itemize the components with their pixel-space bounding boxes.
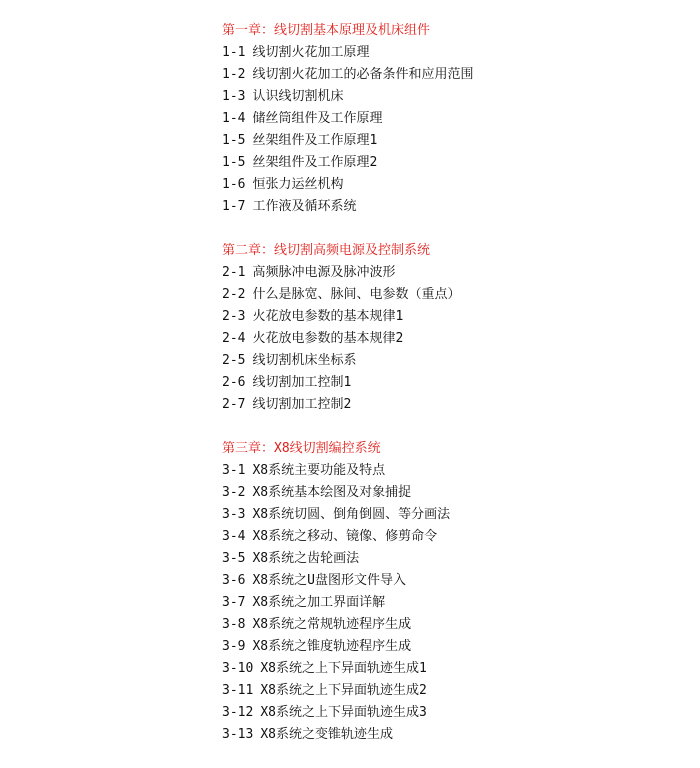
lesson-item bbox=[222, 394, 682, 416]
lesson-title: 线切割机床坐标系 bbox=[252, 353, 357, 368]
lesson-number: 2-7 bbox=[222, 397, 246, 412]
lesson-title: 丝架组件及工作原理1 bbox=[252, 133, 378, 148]
chapter-2 bbox=[222, 240, 682, 416]
lesson-number: 3-2 bbox=[222, 485, 246, 500]
lesson-number: 1-3 bbox=[222, 89, 246, 104]
lesson-number: 3-3 bbox=[222, 507, 246, 522]
lesson-item bbox=[222, 372, 682, 394]
lesson-title: 线切割火花加工原理 bbox=[252, 45, 370, 60]
chapter-3 bbox=[222, 438, 682, 746]
lesson-number: 2-3 bbox=[222, 309, 246, 324]
lesson-title: 线切割火花加工的必备条件和应用范围 bbox=[252, 67, 474, 82]
lesson-item bbox=[222, 636, 682, 658]
lesson-number: 3-8 bbox=[222, 617, 246, 632]
lesson-number: 1-2 bbox=[222, 67, 246, 82]
lesson-title: X8系统之变锥轨迹生成 bbox=[260, 727, 393, 742]
lesson-number: 1-4 bbox=[222, 111, 246, 126]
lesson-number: 2-6 bbox=[222, 375, 246, 390]
lesson-title: X8系统主要功能及特点 bbox=[252, 463, 386, 478]
chapter-title: 第一章：线切割基本原理及机床组件 bbox=[222, 23, 431, 38]
lesson-item bbox=[222, 680, 682, 702]
lesson-number: 3-1 bbox=[222, 463, 246, 478]
lesson-title: X8系统之常规轨迹程序生成 bbox=[252, 617, 412, 632]
lesson-item bbox=[222, 658, 682, 680]
lesson-item bbox=[222, 526, 682, 548]
lesson-title: 认识线切割机床 bbox=[252, 89, 344, 104]
lesson-item bbox=[222, 504, 682, 526]
lesson-item bbox=[222, 306, 682, 328]
lesson-item bbox=[222, 548, 682, 570]
lesson-title: X8系统之上下异面轨迹生成1 bbox=[260, 661, 427, 676]
lesson-title: 储丝筒组件及工作原理 bbox=[252, 111, 383, 126]
lesson-item bbox=[222, 196, 682, 218]
lesson-title: X8系统切圆、倒角倒圆、等分画法 bbox=[252, 507, 451, 522]
lesson-title: X8系统基本绘图及对象捕捉 bbox=[252, 485, 412, 500]
lesson-number: 1-6 bbox=[222, 177, 246, 192]
chapter-1 bbox=[222, 20, 682, 218]
lesson-title: 线切割加工控制2 bbox=[252, 397, 352, 412]
lesson-number: 1-7 bbox=[222, 199, 246, 214]
lesson-title: X8系统之加工界面详解 bbox=[252, 595, 386, 610]
lesson-number: 1-1 bbox=[222, 45, 246, 60]
table-of-contents bbox=[222, 20, 682, 768]
lesson-number: 3-13 bbox=[222, 727, 254, 742]
lesson-number: 2-2 bbox=[222, 287, 246, 302]
lesson-item bbox=[222, 350, 682, 372]
lesson-number: 3-10 bbox=[222, 661, 254, 676]
lesson-item bbox=[222, 152, 682, 174]
lesson-title: X8系统之上下异面轨迹生成3 bbox=[260, 705, 427, 720]
lesson-item bbox=[222, 570, 682, 592]
lesson-title: 工作液及循环系统 bbox=[252, 199, 357, 214]
lesson-item bbox=[222, 130, 682, 152]
lesson-title: 高频脉冲电源及脉冲波形 bbox=[252, 265, 396, 280]
lesson-item bbox=[222, 284, 682, 306]
lesson-item bbox=[222, 108, 682, 130]
lesson-number: 3-6 bbox=[222, 573, 246, 588]
lesson-item bbox=[222, 174, 682, 196]
lesson-title: X8系统之锥度轨迹程序生成 bbox=[252, 639, 412, 654]
lesson-item bbox=[222, 64, 682, 86]
lesson-number: 3-11 bbox=[222, 683, 254, 698]
lesson-number: 2-5 bbox=[222, 353, 246, 368]
lesson-title: X8系统之U盘图形文件导入 bbox=[252, 573, 406, 588]
lesson-number: 3-12 bbox=[222, 705, 254, 720]
lesson-item bbox=[222, 42, 682, 64]
lesson-item bbox=[222, 460, 682, 482]
lesson-item bbox=[222, 262, 682, 284]
lesson-number: 2-4 bbox=[222, 331, 246, 346]
chapter-title: 第三章：X8线切割编控系统 bbox=[222, 441, 381, 456]
lesson-item bbox=[222, 592, 682, 614]
lesson-title: 丝架组件及工作原理2 bbox=[252, 155, 378, 170]
lesson-number: 1-5 bbox=[222, 155, 246, 170]
lesson-item bbox=[222, 482, 682, 504]
lesson-title: X8系统之移动、镜像、修剪命令 bbox=[252, 529, 438, 544]
lesson-title: 火花放电参数的基本规律1 bbox=[252, 309, 404, 324]
lesson-title: 线切割加工控制1 bbox=[252, 375, 352, 390]
lesson-item bbox=[222, 86, 682, 108]
lesson-number: 3-4 bbox=[222, 529, 246, 544]
lesson-number: 3-7 bbox=[222, 595, 246, 610]
chapter-title: 第二章：线切割高频电源及控制系统 bbox=[222, 243, 431, 258]
lesson-title: 火花放电参数的基本规律2 bbox=[252, 331, 404, 346]
lesson-item bbox=[222, 614, 682, 636]
lesson-number: 3-9 bbox=[222, 639, 246, 654]
lesson-title: X8系统之齿轮画法 bbox=[252, 551, 360, 566]
lesson-number: 3-5 bbox=[222, 551, 246, 566]
lesson-title: X8系统之上下异面轨迹生成2 bbox=[260, 683, 427, 698]
lesson-item bbox=[222, 328, 682, 350]
lesson-item bbox=[222, 724, 682, 746]
lesson-item bbox=[222, 702, 682, 724]
lesson-number: 1-5 bbox=[222, 133, 246, 148]
lesson-title: 恒张力运丝机构 bbox=[252, 177, 344, 192]
lesson-number: 2-1 bbox=[222, 265, 246, 280]
lesson-title: 什么是脉宽、脉间、电参数（重点） bbox=[252, 287, 461, 302]
